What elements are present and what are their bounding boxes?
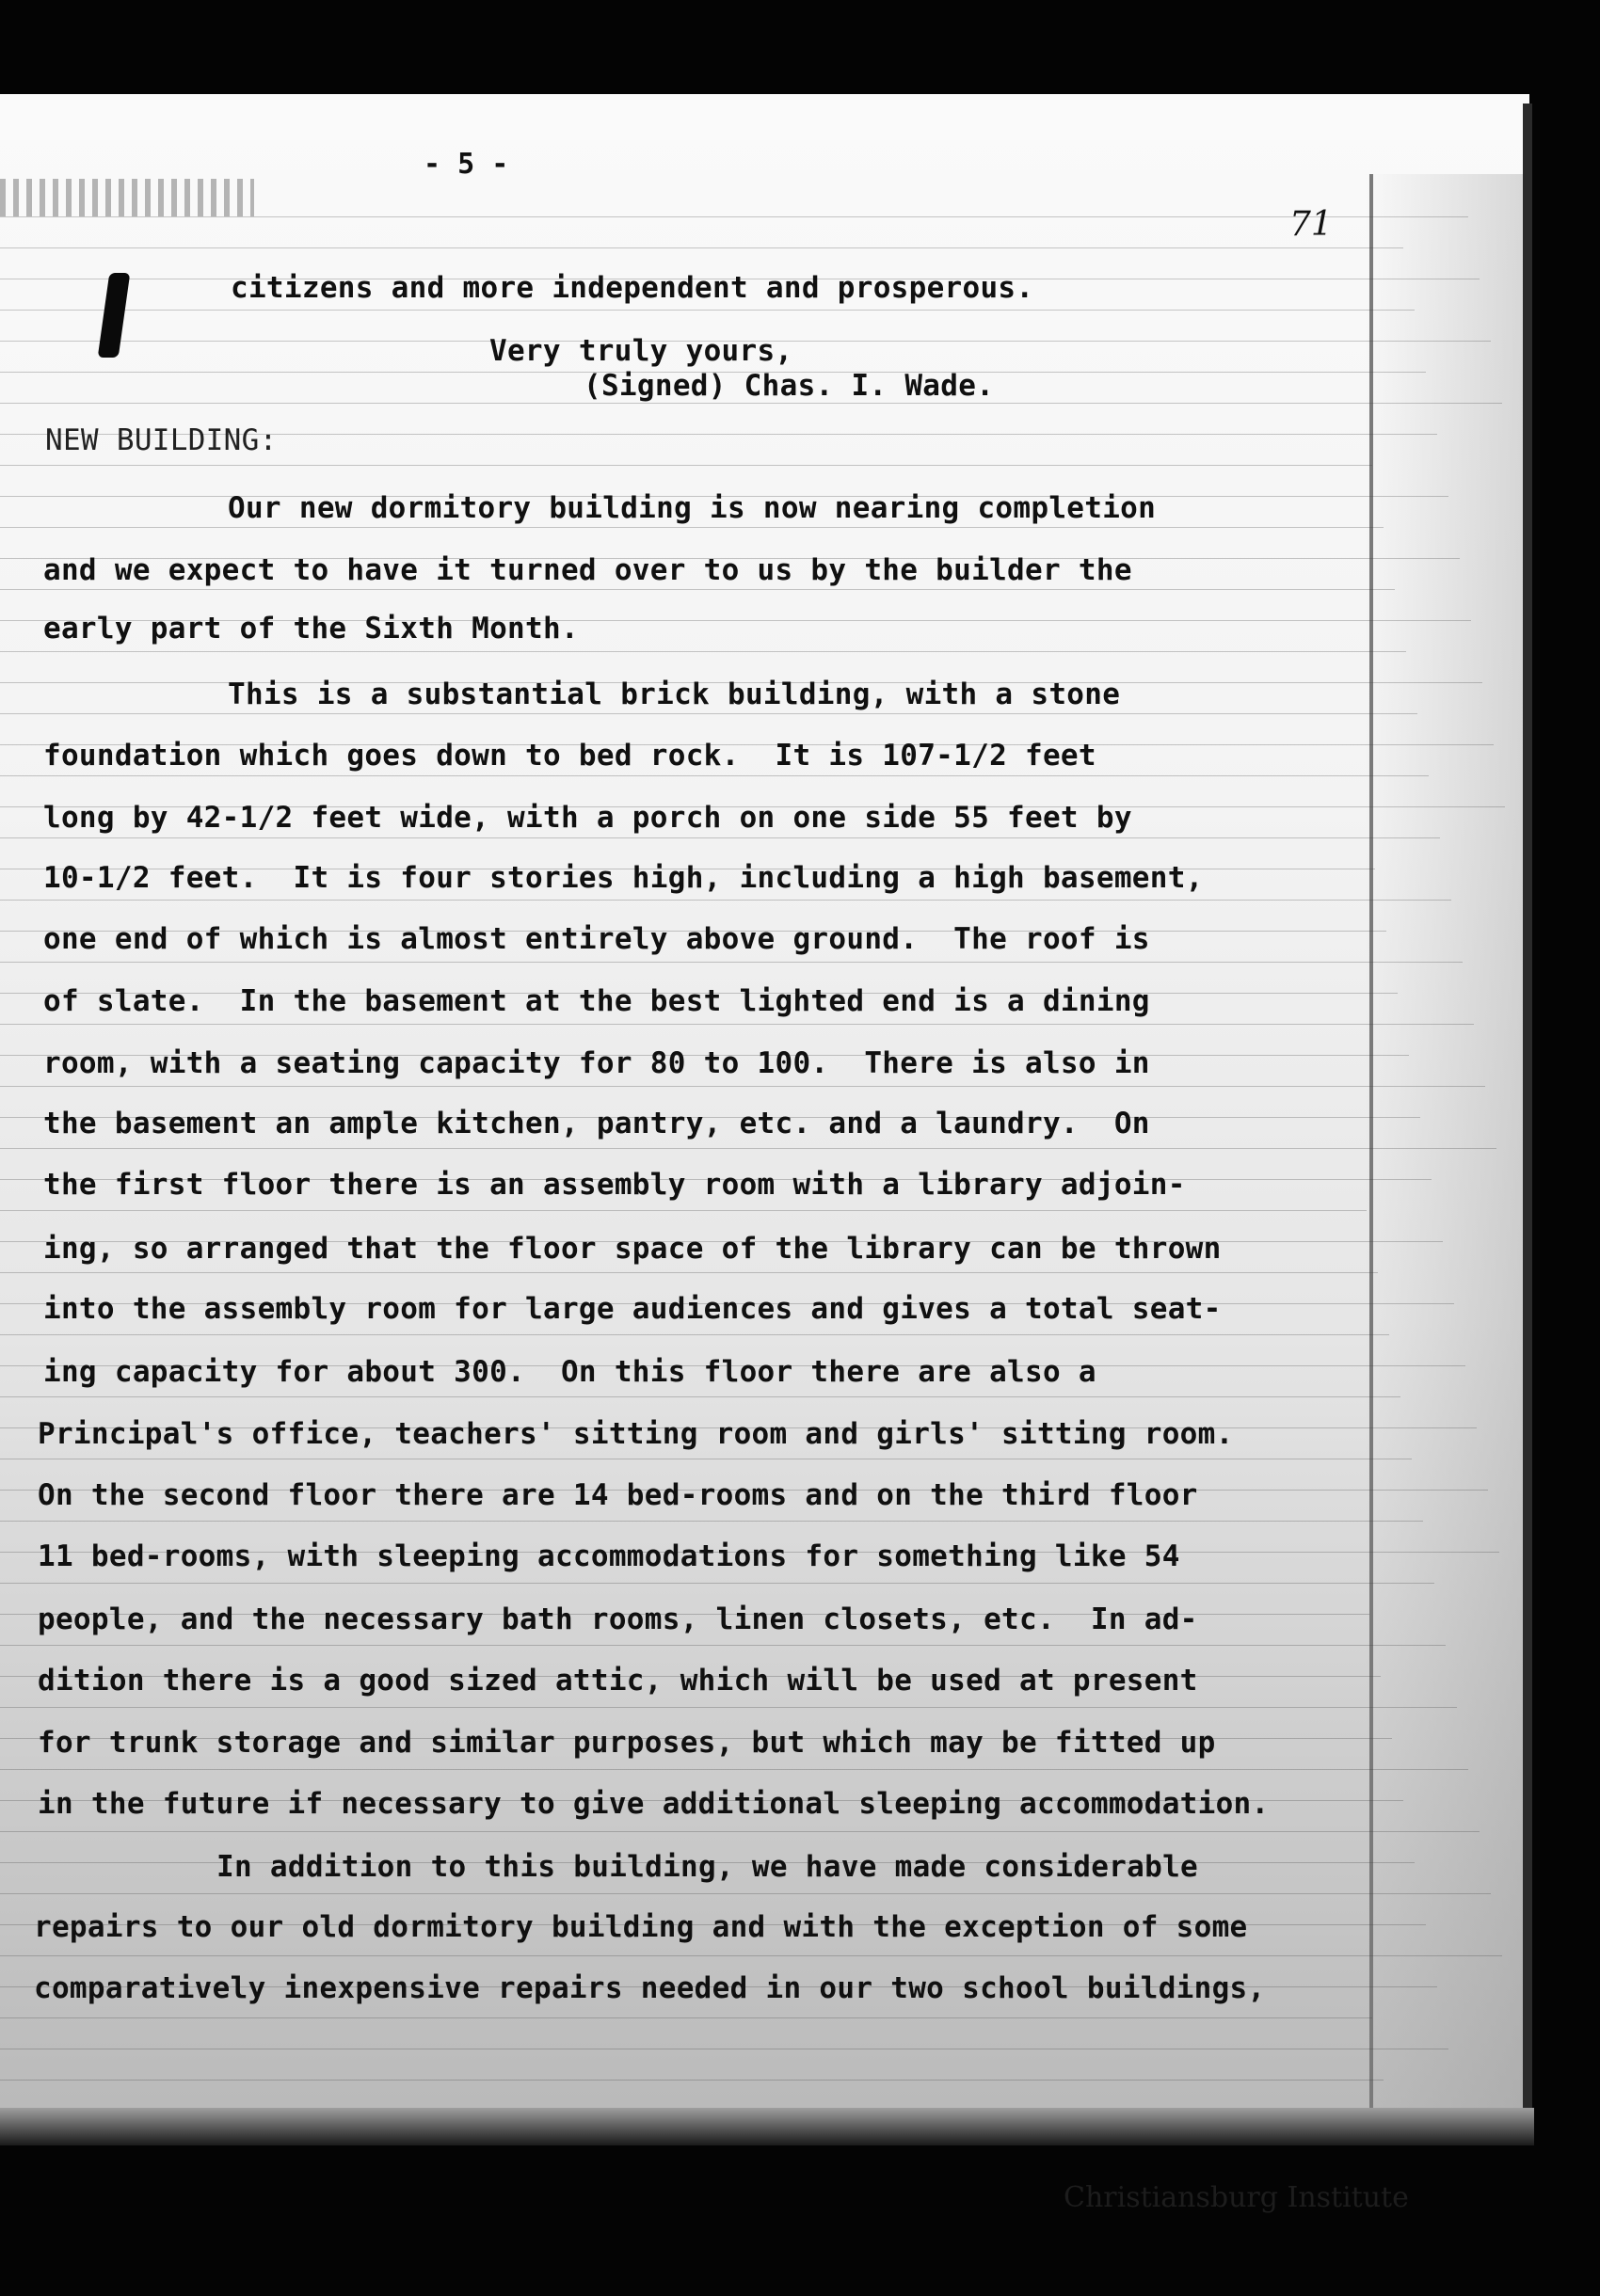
ruled-line [0, 775, 1429, 776]
body-line: This is a substantial brick building, with a stone [228, 678, 1121, 711]
ruled-line [0, 403, 1502, 404]
body-line: of slate. In the basement at the best lighted end is a dining [43, 984, 1150, 1018]
ruled-line [0, 527, 1384, 528]
ruled-line [0, 651, 1406, 652]
body-line: 11 bed-rooms, with sleeping accommodations for something like 54 [38, 1539, 1180, 1573]
ruled-line [0, 1769, 1468, 1770]
section-heading: NEW BUILDING: [45, 423, 278, 457]
ruled-line [0, 1955, 1502, 1956]
ruled-line [0, 2080, 1384, 2081]
body-line: ing, so arranged that the floor space of the library can be thrown [43, 1232, 1222, 1266]
body-line: room, with a seating capacity for 80 to 100. There is also in [43, 1046, 1150, 1080]
body-line: dition there is a good sized attic, which will be used at present [38, 1664, 1198, 1698]
body-line: foundation which goes down to bed rock. It is 107-1/2 feet [43, 739, 1096, 773]
ruled-line [0, 900, 1451, 901]
body-line: comparatively inexpensive repairs needed in our two school buildings, [34, 1971, 1266, 2005]
ruled-line [0, 1210, 1367, 1211]
body-line: Our new dormitory building is now nearing completion [228, 491, 1157, 525]
underlying-sheet-edge [1369, 174, 1373, 2141]
ruled-line [0, 465, 1372, 466]
archive-stamp: Christiansburg Institute [1064, 2181, 1409, 2214]
ruled-line [0, 1086, 1485, 1087]
signature: (Signed) Chas. I. Wade. [584, 369, 995, 403]
page-number: - 5 - [424, 148, 509, 181]
body-line: ing capacity for about 300. On this floor there are also a [43, 1355, 1096, 1389]
ruled-line [0, 1831, 1480, 1832]
page-shadow [1365, 174, 1529, 2131]
body-line: 10-1/2 feet. It is four stories high, including a high basement, [43, 861, 1204, 895]
body-line: long by 42-1/2 feet wide, with a porch on one side 55 feet by [43, 801, 1132, 835]
ruled-line [0, 1583, 1434, 1584]
ruled-line [0, 713, 1417, 714]
body-line: Principal's office, teachers' sitting room and girls' sitting room. [38, 1417, 1234, 1451]
ruled-line [0, 1148, 1496, 1149]
closing-salutation: Very truly yours, [489, 334, 793, 368]
ruled-line [0, 1024, 1474, 1025]
ink-smudge [0, 179, 254, 216]
ruled-line [0, 310, 1415, 311]
ruled-line [0, 216, 1468, 217]
body-line: In addition to this building, we have made considerable [216, 1850, 1198, 1884]
body-line: early part of the Sixth Month. [43, 612, 579, 646]
ruled-line [0, 1272, 1378, 1273]
ruled-line [0, 837, 1440, 838]
ruled-line [0, 962, 1463, 963]
closing-line: citizens and more independent and prosperous. [231, 271, 1034, 305]
ruled-line [0, 247, 1403, 248]
ruled-line [0, 589, 1395, 590]
body-line: repairs to our old dormitory building and with the exception of some [34, 1910, 1248, 1944]
ruled-line [0, 1396, 1400, 1397]
margin-annotation: 71 [1289, 205, 1333, 244]
body-line: the first floor there is an assembly room with a library adjoin- [43, 1168, 1186, 1202]
ruled-line [0, 1893, 1491, 1894]
ruled-line [0, 2017, 1372, 2018]
ruled-line [0, 1521, 1423, 1522]
body-line: the basement an ample kitchen, pantry, etc. and a laundry. On [43, 1107, 1150, 1140]
body-line: into the assembly room for large audiences and gives a total seat- [43, 1292, 1222, 1326]
ruled-line [0, 1707, 1457, 1708]
page-bottom-edge [0, 2108, 1534, 2145]
page-right-edge [1523, 104, 1532, 2141]
body-line: On the second floor there are 14 bed-rooms and on the third floor [38, 1478, 1198, 1512]
body-line: one end of which is almost entirely above ground. The roof is [43, 922, 1150, 956]
body-line: people, and the necessary bath rooms, linen closets, etc. In ad- [38, 1602, 1198, 1636]
ruled-line [0, 1645, 1446, 1646]
body-line: for trunk storage and similar purposes, but which may be fitted up [38, 1726, 1216, 1760]
body-line: in the future if necessary to give additional sleeping accommodation. [38, 1787, 1270, 1821]
body-line: and we expect to have it turned over to us by the builder the [43, 553, 1132, 587]
ruled-line [0, 1334, 1389, 1335]
